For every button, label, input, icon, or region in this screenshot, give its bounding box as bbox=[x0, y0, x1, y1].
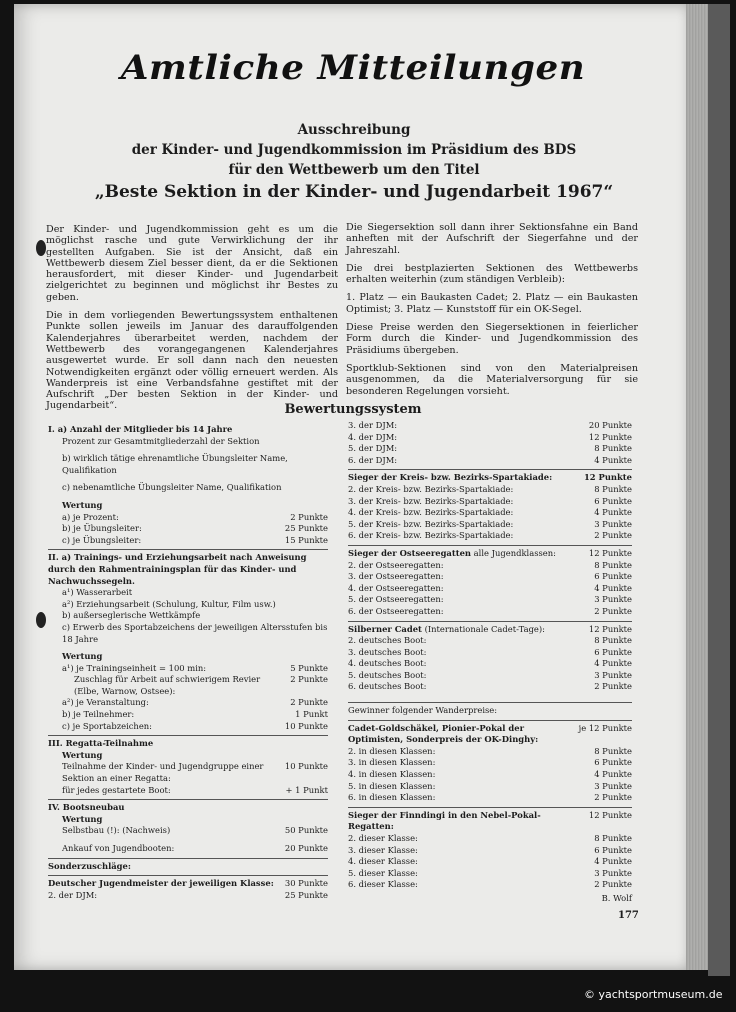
score-row: Ankauf von Jugendbooten: 20 Punkte bbox=[62, 843, 328, 853]
score-row: für jedes gestartete Boot: + 1 Punkt bbox=[62, 784, 328, 795]
score-row: 4. dieser Klasse: 4 Punkte bbox=[348, 856, 632, 867]
copyright-credit: © yachtsportmuseum.de bbox=[584, 988, 723, 1001]
criterion: c) nebenamtliche Übungsleiter Name, Qualifikation bbox=[62, 482, 282, 493]
score-row: 5. in diesen Klassen: 3 Punkte bbox=[348, 780, 632, 791]
book-spine-pages bbox=[686, 4, 710, 970]
heading-line-3: für den Wettbewerb um den Titel bbox=[228, 162, 480, 178]
criterion: Prozent zur Gesamtmitgliederzahl der Sektion bbox=[62, 435, 260, 446]
intro-paragraph: Der Kinder- und Jugendkommission geht es um die möglichst rasche und gute Verwirklichung der ihr gestellten Aufgaben. Sie ist der Ansicht, daß ein Wettbewerb diesem Ziel besser dient, da er die Sektionen herausfordert, mit dieser Kinder- und Jugendarbeit zielgerichtet zu beginnen und möglichst ihr Bestes zu geben. bbox=[46, 224, 338, 303]
ostsee-list bbox=[348, 560, 632, 618]
score-row: b) je Teilnehmer: 1 Punkt bbox=[62, 709, 328, 720]
intro-paragraph: 1. Platz — ein Baukasten Cadet; 2. Platz — ein Baukasten Optimist; 3. Platz — Kunststoff für ein OK-Segel. bbox=[346, 292, 638, 315]
score-row: 2. in diesen Klassen: 8 Punkte bbox=[348, 745, 632, 756]
wanderpreis-intro: Gewinner folgender Wanderpreise: bbox=[348, 705, 498, 716]
intro-paragraph: Diese Preise werden den Siegersektionen in feierlicher Form durch die Kinder- und Jugendkommission des Präsidiums übergeben. bbox=[346, 322, 638, 356]
score-row: a²) je Veranstaltung: 2 Punkte bbox=[62, 697, 328, 708]
score-row: 3. der Ostseeregatten: 6 Punkte bbox=[348, 571, 632, 582]
scoring-table-left bbox=[48, 424, 328, 901]
cadet-list bbox=[348, 635, 632, 693]
group-heading: Sieger der Finndingi in den Nebel-Pokal-Regatten: 12 Punkte bbox=[348, 809, 632, 832]
score-row: 4. der DJM: 12 Punkte bbox=[348, 431, 632, 442]
criterion: b) wirklich tätige ehrenamtliche Übungsleiter Name, Qualifikation bbox=[62, 453, 288, 475]
intro-paragraph: Die Siegersektion soll dann ihrer Sektionsfahne ein Band anheften mit der Aufschrift der Siegerfahne und der Jahreszahl. bbox=[346, 222, 638, 256]
heading-line-1: Ausschreibung bbox=[297, 122, 411, 138]
section-title: Bewertungssystem bbox=[284, 402, 422, 417]
score-row: b) je Übungsleiter: 25 Punkte bbox=[62, 523, 328, 534]
criterion: a¹) Wasserarbeit bbox=[62, 587, 133, 598]
intro-left-column bbox=[46, 224, 338, 419]
score-row: 6. der Ostseeregatten: 2 Punkte bbox=[348, 605, 632, 616]
spartakiade-list bbox=[348, 484, 632, 542]
wertung-label: Wertung bbox=[62, 813, 103, 824]
finndingi-list bbox=[348, 833, 632, 891]
score-row: Selbstbau (!): (Nachweis) 50 Punkte bbox=[62, 825, 328, 836]
wertung-label: Wertung bbox=[62, 749, 103, 760]
wertung-label: Wertung bbox=[62, 651, 103, 662]
binder-hole bbox=[36, 240, 46, 256]
magazine-page bbox=[14, 4, 692, 970]
heading-line-2: der Kinder- und Jugendkommission im Präsidium des BDS bbox=[131, 142, 577, 158]
score-row: 4. der Kreis- bzw. Bezirks-Spartakiade: 4 Punkte bbox=[348, 507, 632, 518]
score-row: 5. deutsches Boot: 3 Punkte bbox=[348, 669, 632, 680]
score-row: Teilnahme der Kinder- und Jugendgruppe einer Sektion an einer Regatta: 10 Punkte bbox=[62, 761, 328, 784]
binder-hole bbox=[36, 612, 46, 628]
score-row: 3. deutsches Boot: 6 Punkte bbox=[348, 646, 632, 657]
group-heading: Silberner Cadet (Internationale Cadet-Tage): 12 Punkte bbox=[348, 623, 632, 634]
page-number: 177 bbox=[618, 910, 639, 921]
score-row: 4. deutsches Boot: 4 Punkte bbox=[348, 658, 632, 669]
scoring-table-right bbox=[348, 420, 632, 905]
score-row: 6. dieser Klasse: 2 Punkte bbox=[348, 879, 632, 890]
score-row: 3. der Kreis- bzw. Bezirks-Spartakiade: 6 Punkte bbox=[348, 495, 632, 506]
score-row: 2. deutsches Boot: 8 Punkte bbox=[348, 635, 632, 646]
djm-list bbox=[348, 420, 632, 466]
score-row: 6. der Kreis- bzw. Bezirks-Spartakiade: 2 Punkte bbox=[348, 530, 632, 541]
score-row: 2. der Kreis- bzw. Bezirks-Spartakiade: 8 Punkte bbox=[348, 483, 632, 494]
score-row: 3. in diesen Klassen: 6 Punkte bbox=[348, 757, 632, 768]
intro-paragraph: Die drei bestplazierten Sektionen des Wettbewerbs erhalten weiterhin (zum ständigen Verbleib): bbox=[346, 262, 638, 286]
score-row: 2. der DJM: 25 Punkte bbox=[48, 889, 328, 900]
score-row: Zuschlag für Arbeit auf schwierigem Revier (Elbe, Warnow, Ostsee): 2 Punkte bbox=[74, 674, 328, 696]
section-heading: I. a) Anzahl der Mitglieder bis 14 Jahre bbox=[48, 424, 233, 434]
score-row: 3. dieser Klasse: 6 Punkte bbox=[348, 844, 632, 855]
criterion: a²) Erziehungsarbeit (Schulung, Kultur, Film usw.) bbox=[62, 598, 276, 609]
masthead: Amtliche Mitteilungen bbox=[120, 48, 586, 88]
author: B. Wolf bbox=[601, 892, 632, 903]
score-row: 6. in diesen Klassen: 2 Punkte bbox=[348, 792, 632, 803]
score-row: 2. dieser Klasse: 8 Punkte bbox=[348, 833, 632, 843]
score-row: a¹) je Trainingseinheit = 100 min: 5 Punkte bbox=[62, 662, 328, 673]
score-row: 5. der Ostseeregatten: 3 Punkte bbox=[348, 594, 632, 605]
section-heading: Sonderzuschläge: bbox=[48, 860, 131, 871]
intro-paragraph: Sportklub-Sektionen sind von den Materialpreisen ausgenommen, da die Materialversorgung für sie besonderen Regelungen vorsieht. bbox=[346, 362, 638, 397]
score-row: 4. in diesen Klassen: 4 Punkte bbox=[348, 769, 632, 780]
group-heading: Sieger der Ostseeregatten alle Jugendklassen: 12 Punkte bbox=[348, 547, 632, 558]
intro-paragraph: Die in dem vorliegenden Bewertungssystem enthaltenen Punkte sollen jeweils im Januar des darauffolgenden Kalenderjahres überarbeitet werden, nachdem der Wettbewerb des vorangegangenen Kalenderjahres ausgewertet wurde. Er soll dann nach den neuesten Notwendigkeiten ergänzt oder völlig erneuert werden. Als Wanderpreis ist eine Verbandsfahne gestiftet mit der Aufschrift „Der besten Sektion in der Kinder- und Jugendarbeit“. bbox=[46, 310, 338, 412]
score-row: 4. der Ostseeregatten: 4 Punkte bbox=[348, 582, 632, 593]
intro-right-column bbox=[346, 222, 638, 404]
heading-title: „Beste Sektion in der Kinder- und Jugendarbeit 1967“ bbox=[94, 182, 614, 202]
score-row: 5. der DJM: 8 Punkte bbox=[348, 443, 632, 454]
score-row: 6. der DJM: 4 Punkte bbox=[348, 454, 632, 465]
goldschaekel-list bbox=[348, 746, 632, 804]
score-row: 3. der DJM: 20 Punkte bbox=[348, 420, 632, 430]
section-heading: II. a) Trainings- und Erziehungsarbeit nach Anweisung durch den Rahmentrainingsplan für das Kinder- und Nachwuchssegeln. bbox=[48, 552, 307, 586]
score-row: 5. der Kreis- bzw. Bezirks-Spartakiade: 3 Punkte bbox=[348, 518, 632, 529]
section-heading: IV. Bootsneubau bbox=[48, 802, 125, 813]
score-row: 5. dieser Klasse: 3 Punkte bbox=[348, 867, 632, 878]
book-spine bbox=[708, 4, 730, 976]
wertung-label: Wertung bbox=[62, 499, 103, 510]
group-heading: Sieger der Kreis- bzw. Bezirks-Spartakiade: 12 Punkte bbox=[348, 472, 632, 483]
criterion: c) Erwerb des Sportabzeichens der jeweiligen Altersstufen bis 18 Jahre bbox=[62, 621, 328, 644]
score-row: 2. der Ostseeregatten: 8 Punkte bbox=[348, 559, 632, 570]
score-row: 6. deutsches Boot: 2 Punkte bbox=[348, 681, 632, 692]
section-heading: III. Regatta-Teilnahme bbox=[48, 738, 154, 749]
score-row: c) je Sportabzeichen: 10 Punkte bbox=[62, 720, 328, 731]
criterion: b) außerseglerische Wettkämpfe bbox=[62, 610, 201, 621]
score-row: c) je Übungsleiter: 15 Punkte bbox=[62, 534, 328, 545]
group-heading: Cadet-Goldschäkel, Pionier-Pokal der Optimisten, Sonderpreis der OK-Dinghy: je 12 Punkte bbox=[348, 722, 632, 745]
score-row: Deutscher Jugendmeister der jeweiligen Klasse: 30 Punkte bbox=[48, 878, 328, 889]
score-row: a) je Prozent: 2 Punkte bbox=[62, 511, 328, 522]
